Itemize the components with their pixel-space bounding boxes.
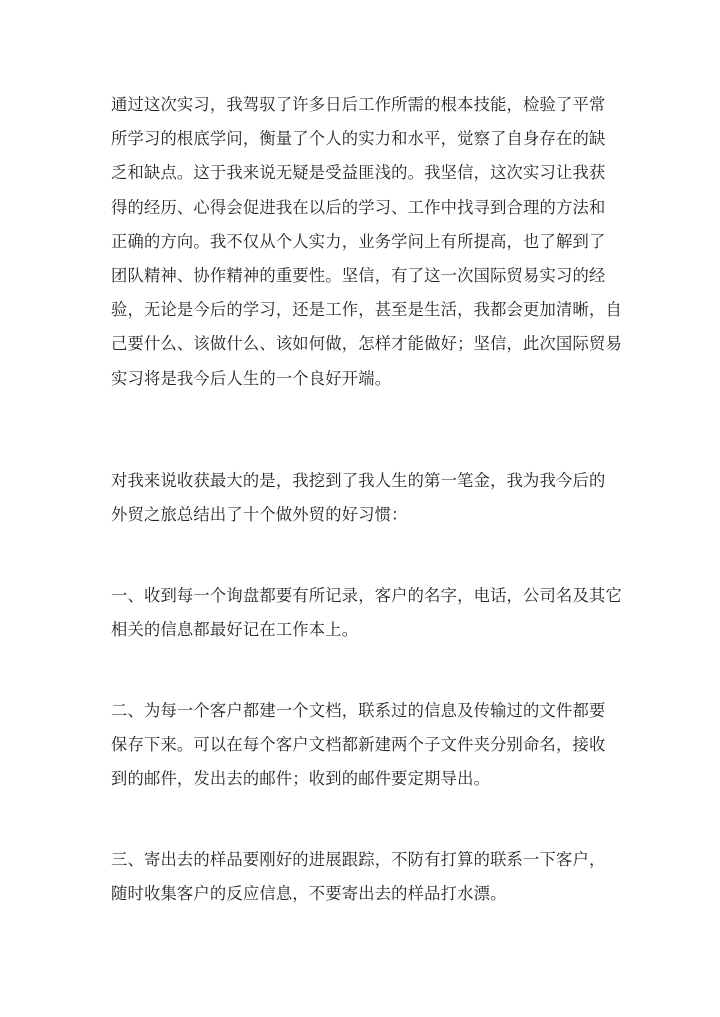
text-line: 三、寄出去的样品要刚好的进展跟踪，不防有打算的联系一下客户， <box>111 850 606 869</box>
text-line: 正确的方向。我不仅从个人实力，业务学问上有所提高，也了解到了 <box>111 231 606 251</box>
text-line: 通过这次实习，我驾驭了许多日后工作所需的根本技能，检验了平常 <box>111 95 606 114</box>
paragraph-habit-three <box>111 843 611 911</box>
text-line: 到的邮件，发出去的邮件；收到的邮件要定期导出。 <box>111 769 491 789</box>
text-line: 验，无论是今后的学习，还是工作，甚至是生活，我都会更加清晰，自 <box>111 300 622 320</box>
text-line: 保存下来。可以在每个客户文档都新建两个子文件夹分别命名，接收 <box>111 735 606 755</box>
text-line: 二、为每一个客户都建一个文档，联系过的信息及传输过的文件都要 <box>111 701 606 720</box>
text-line: 外贸之旅总结出了十个做外贸的好习惯： <box>111 505 408 525</box>
text-line: 得的经历、心得会促进我在以后的学习、工作中找寻到合理的方法和 <box>111 197 606 217</box>
paragraph-habit-two <box>111 694 611 797</box>
text-line: 对我来说收获最大的是，我挖到了我人生的第一笔金，我为我今后的 <box>111 471 606 490</box>
text-line: 己要什么、该做什么、该如何做，怎样才能做好；坚信，此次国际贸易 <box>111 334 622 354</box>
text-line: 乏和缺点。这于我来说无疑是受益匪浅的。我坚信，这次实习让我获 <box>111 163 606 183</box>
text-line: 所学习的根底学问，衡量了个人的实力和水平，觉察了自身存在的缺 <box>111 129 606 149</box>
text-line: 随时收集客户的反应信息，不要寄出去的样品打水漂。 <box>111 884 507 904</box>
paragraph-habit-one <box>111 579 622 647</box>
paragraph-biggest-gain <box>111 464 611 532</box>
text-line: 相关的信息都最好记在工作本上。 <box>111 620 359 640</box>
text-line: 团队精神、协作精神的重要性。坚信，有了这一次国际贸易实习的经 <box>111 265 606 285</box>
text-line: 一、收到每一个询盘都要有所记录，客户的名字，电话，公司名及其它 <box>111 586 622 605</box>
paragraph-internship-summary <box>111 88 622 396</box>
text-line: 实习将是我今后人生的一个良好开端。 <box>111 368 392 388</box>
